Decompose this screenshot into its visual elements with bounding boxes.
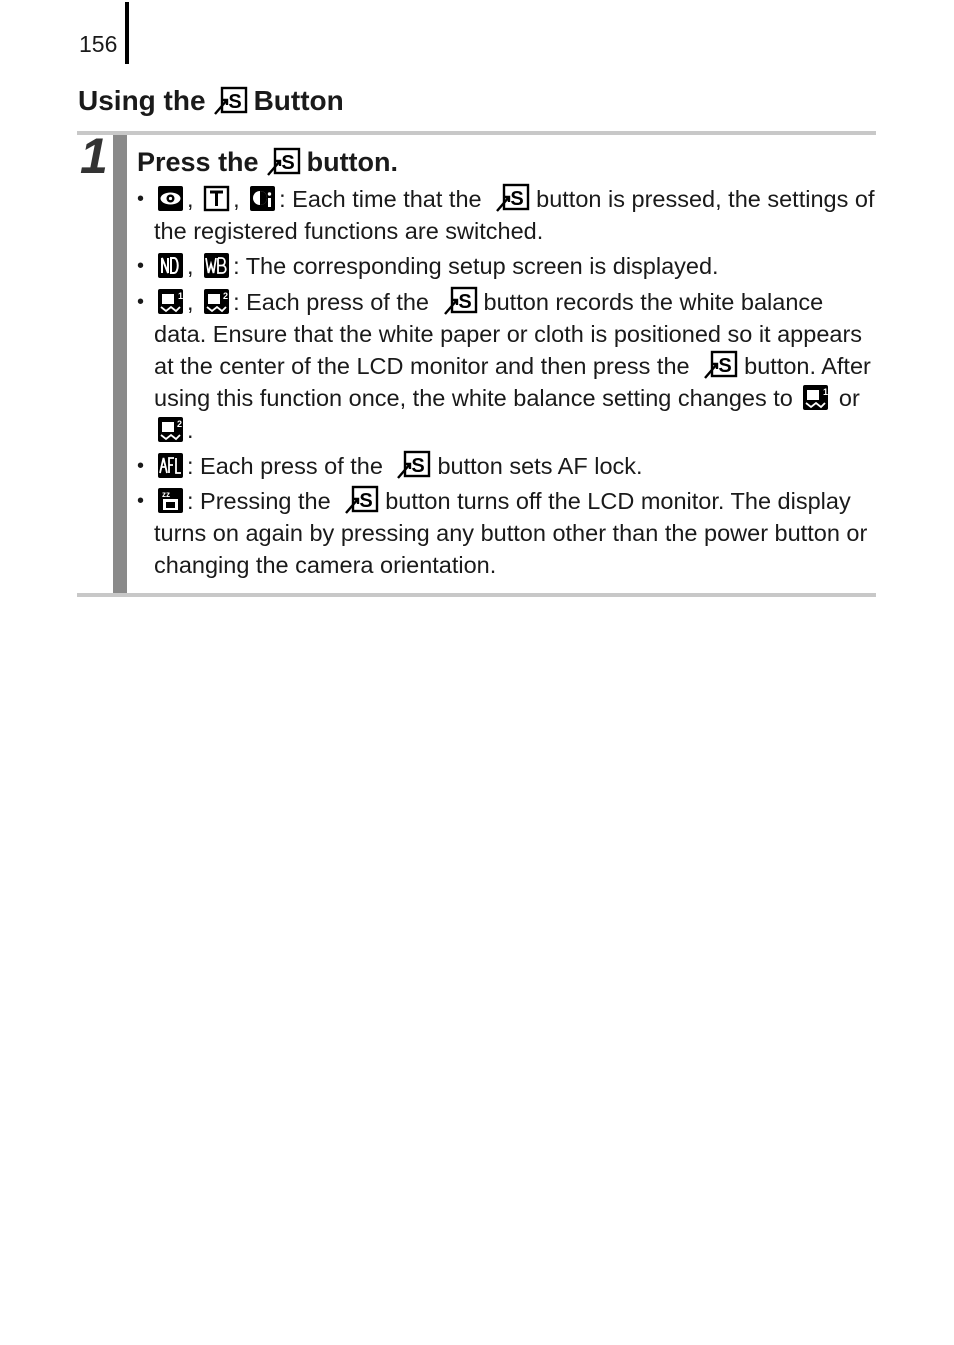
- af-lock-icon: [157, 452, 184, 479]
- nd-filter-icon: [157, 252, 184, 279]
- page-number: 156: [79, 31, 118, 57]
- bullet-item-3: [137, 286, 877, 447]
- shortcut-button-icon: [702, 350, 738, 380]
- step-number: 1: [80, 128, 108, 184]
- svg-text:2: 2: [177, 419, 183, 430]
- shortcut-button-icon: [265, 147, 301, 177]
- i-contrast-icon: [249, 185, 276, 212]
- self-timer-t-icon: [203, 185, 230, 212]
- bullet-text: : Pressing the: [187, 487, 331, 514]
- svg-text:S: S: [411, 454, 426, 477]
- display-off-icon: [157, 487, 184, 514]
- bullet-item-5: [137, 485, 877, 582]
- bullet-item-4: [137, 450, 877, 482]
- bullet-item-2: [137, 250, 877, 282]
- bullet-text: button is pressed, the settings of the registered functions are switched.: [154, 186, 875, 245]
- bullet-text: button. After using this function once, the white balance setting changes to: [154, 353, 871, 412]
- step-bar: [113, 135, 127, 593]
- shortcut-button-icon: [494, 183, 530, 213]
- custom-white-balance-1-icon: [802, 384, 829, 411]
- svg-text:1: 1: [823, 387, 829, 398]
- bullet-text: button records the white balance data. Ensure that the white paper or cloth is positioned so it appears at the center of the LCD monitor and then press the: [154, 288, 863, 380]
- separator: ,: [187, 186, 194, 212]
- shortcut-button-icon: [442, 286, 478, 316]
- shortcut-button-icon: [343, 485, 379, 515]
- bullet-list: [137, 183, 877, 584]
- page-number-rule: [125, 2, 129, 64]
- top-rule: [77, 131, 876, 135]
- shortcut-button-icon: [212, 86, 248, 116]
- bullet-text: : Each press of the: [187, 452, 383, 479]
- svg-text:2: 2: [223, 290, 229, 301]
- bottom-rule: [77, 593, 876, 597]
- step-heading-suffix: button.: [306, 147, 399, 177]
- section-title-suffix: Button: [253, 85, 344, 116]
- svg-text:S: S: [718, 355, 732, 378]
- svg-text:S: S: [359, 489, 373, 512]
- svg-text:zz: • zz: [162, 489, 170, 499]
- svg-text:S: S: [227, 91, 242, 113]
- svg-text:S: S: [510, 188, 524, 210]
- svg-text:1: • 1: [178, 290, 184, 301]
- separator: ,: [187, 253, 194, 280]
- custom-white-balance-1-icon: [157, 288, 184, 315]
- step-heading: [137, 143, 398, 181]
- separator: ,: [233, 186, 240, 212]
- red-eye-icon: [157, 185, 184, 212]
- svg-text:S: S: [280, 152, 295, 174]
- separator: ,: [187, 288, 194, 315]
- section-title-prefix: Using the: [78, 85, 206, 116]
- custom-white-balance-2-icon: [203, 288, 230, 315]
- bullet-text: or: [838, 385, 860, 412]
- step-heading-prefix: Press the: [137, 147, 259, 177]
- white-balance-icon: [203, 252, 230, 279]
- bullet-text: : The corresponding setup screen is displayed.: [233, 253, 719, 280]
- bullet-text: button turns off the LCD monitor. The display turns on again by pressing any button other than the power button or changing the camera orientation.: [154, 487, 868, 579]
- section-title: [78, 82, 344, 120]
- custom-white-balance-2-icon: [157, 416, 184, 443]
- bullet-text: button sets AF lock.: [437, 452, 643, 479]
- bullet-item-1: [137, 183, 877, 247]
- bullet-text: : Each time that the: [279, 186, 482, 212]
- bullet-text: .: [187, 417, 194, 444]
- bullet-text: : Each press of the: [233, 288, 430, 315]
- shortcut-button-icon: [395, 450, 431, 480]
- svg-text:S: S: [457, 290, 472, 313]
